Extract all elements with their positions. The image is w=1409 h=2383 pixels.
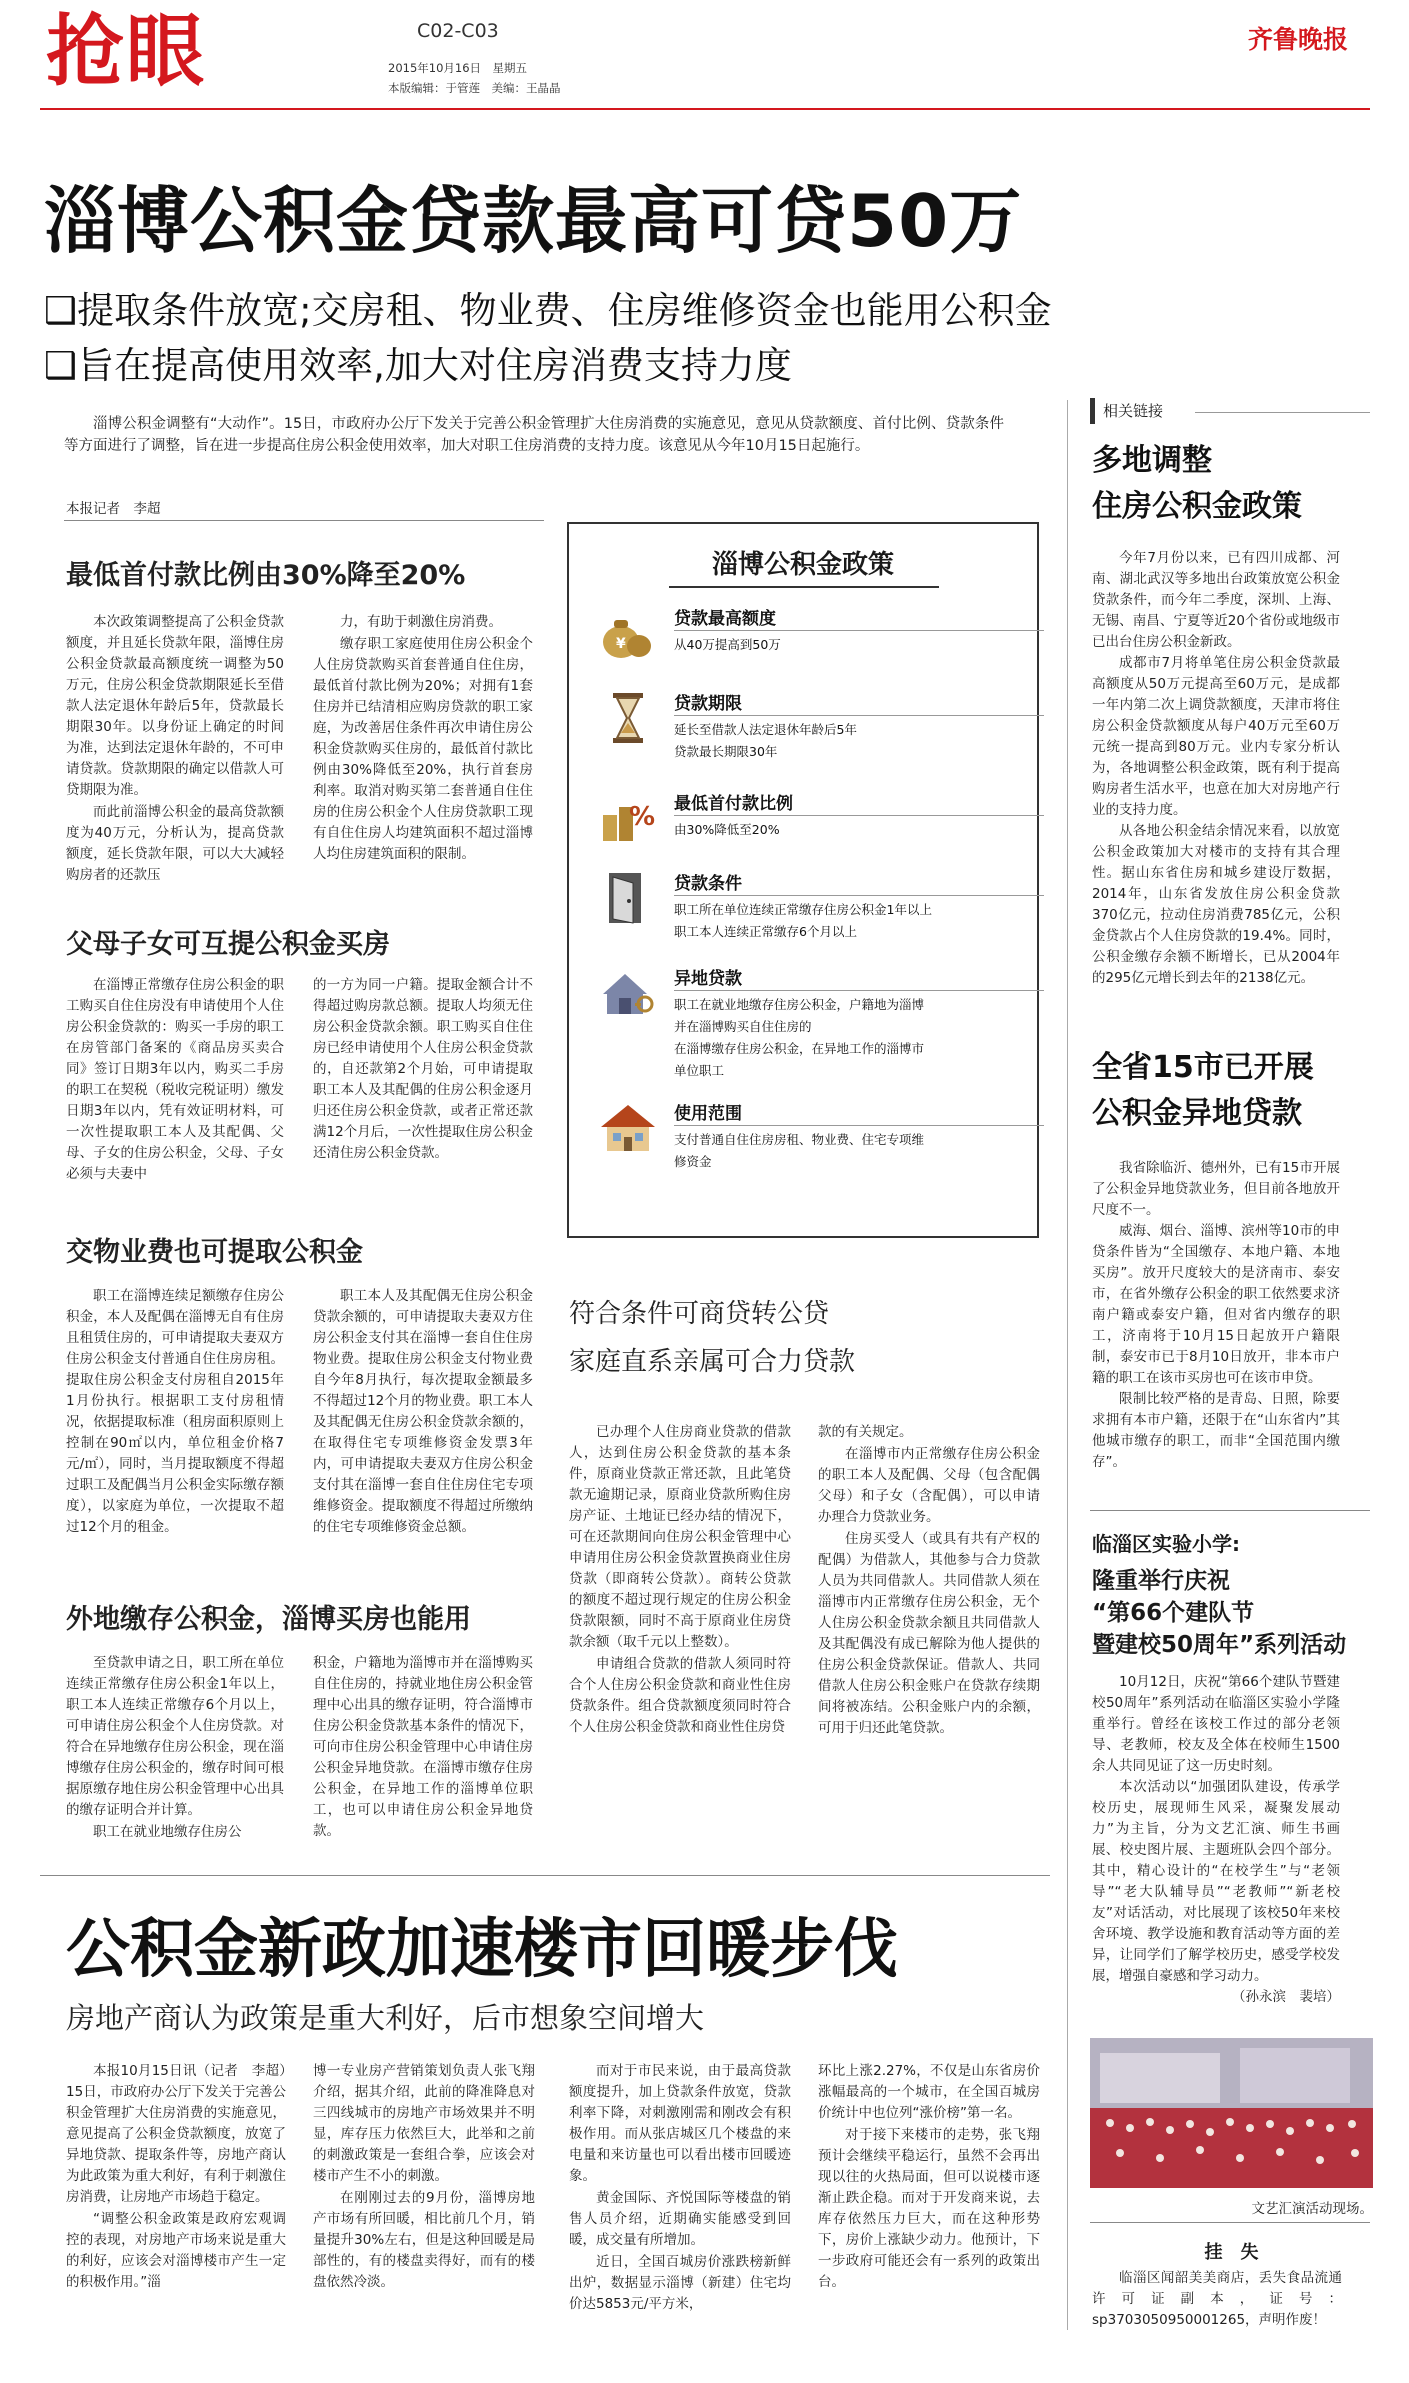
s2-col-a (66, 975, 284, 1186)
policy-label: 贷款期限 (674, 694, 742, 714)
sidebar-a3-title-3: 暨建校50周年”系列活动 (1092, 1632, 1347, 1658)
s5-para: 在淄博市内正常缴存住房公积金的职工本人及配偶、父母（包含配偶父母）和子女（含配偶），可以申请办理合力贷款业务。 (818, 1446, 1040, 1525)
s4-col-a (66, 1653, 284, 1844)
s4-para: 至贷款申请之日，职工所在单位连续正常缴存住房公积金1年以上，职工本人连续正常缴存6个月以上，可申请住房公积金个人住房贷款。对符合在异地缴存住房公积金，现在淄博缴存住房公积金的，缴存时间可根据原缴存地住房公积金管理中心出具的缴存证明合并计算。 (66, 1655, 284, 1818)
s5-col-a (569, 1422, 791, 1739)
policy-item (599, 689, 1019, 769)
page-range: C02-C03 (417, 20, 499, 42)
sidebar-a3-body (1092, 1672, 1340, 2008)
s5-para: 住房买受人（或具有共有产权的配偶）为借款人，其他参与合力贷款人员为共同借款人。共同借款人须在淄博市内正常缴存住房公积金，无个人住房公积金贷款余额且共同借款人及其配偶没有成已解除为他人提供的住房公积金贷款保证。借款人、共同借款人住房公积金账户在贷款存续期间将被冻结。公积金账户内的余额，可用于归还此笔贷款。 (818, 1531, 1040, 1736)
sidebar-tag-line (1195, 412, 1370, 413)
lost-notice-body (1092, 2268, 1342, 2331)
section-title-family-withdraw: 父母子女可互提公积金买房 (66, 929, 390, 960)
sidebar-tag-text: 相关链接 (1103, 402, 1164, 420)
sidebar-a2-title-1: 全省15市已开展 (1092, 1050, 1314, 1085)
sidebar-a1-title-2: 住房公积金政策 (1092, 489, 1302, 524)
bottom-headline: 公积金新政加速楼市回暖步伐 (66, 1913, 898, 1987)
policy-line: 职工本人连续正常缴存6个月以上 (674, 924, 857, 939)
s3-col-a (66, 1286, 284, 1539)
sidebar-para: 成都市7月将单笔住房公积金贷款最高额度从50万元提高至60万元，是成都一年内第二次上调贷款额度，天津市将住房公积金贷款额度从每户40万元至60万元统一提高到80万元。业内专家分析认为，各地调整公积金政策，既有利于提高购房者生活水平，也意在加大对房地产行业的支持力度。 (1092, 655, 1340, 818)
policy-line: 贷款最长期限30年 (674, 744, 778, 759)
policy-line: 职工在就业地缴存住房公积金，户籍地为淄博 (674, 997, 925, 1012)
s5-para: 申请组合贷款的借款人须同时符合个人住房公积金贷款和商业性住房贷款条件。组合贷款额度须同时符合个人住房公积金贷款和商业性住房贷 (569, 1656, 791, 1735)
lead-paragraph (64, 413, 1004, 458)
sidebar-a3-title-1: 隆重举行庆祝 (1092, 1568, 1230, 1594)
policy-label: 贷款条件 (674, 874, 742, 894)
s5-col-b (818, 1422, 1040, 1740)
policy-desc (674, 1129, 1034, 1173)
lost-notice-divider (1090, 2222, 1370, 2223)
sidebar-para: 限制比较严格的是青岛、日照，除要求拥有本市户籍，还限于在“山东省内”其他城市缴存的职工，而非“全国范围内缴存”。 (1092, 1391, 1340, 1470)
bottom-para: 本报10月15日讯（记者 李超）15日，市政府办公厅下发关于完善公积金管理扩大住房消费的实施意见，意见提高了公积金贷款额度，放宽了异地贷款、提取条件等，房地产商认为此政策为重大利好，有利于刺激住房消费，让房地产市场趋于稳定。 (66, 2063, 286, 2205)
editor-line: 本版编辑：于管莲 美编：王晶晶 (388, 81, 561, 95)
policy-line: 职工所在单位连续正常缴存住房公积金1年以上 (674, 902, 932, 917)
sidebar-para: 今年7月份以来，已有四川成都、河南、湖北武汉等多地出台政策放宽公积金贷款条件，而今年二季度，深圳、上海、无锡、南昌、宁夏等近20个省份或地级市已出台住房公积金新政。 (1092, 550, 1340, 650)
policy-item (599, 964, 1019, 1084)
policy-box (567, 522, 1039, 1238)
policy-divider (674, 815, 1044, 816)
policy-desc (674, 819, 1034, 841)
sub-headline-1: ❑提取条件放宽;交房租、物业费、住房维修资金也能用公积金 (44, 289, 1052, 332)
sidebar-para: 威海、烟台、淄博、滨州等10市的申贷条件皆为“全国缴存、本地户籍、本地买房”。放开尺度较大的是济南市、泰安市，在省外缴存公积金的职工依然要求济南户籍或泰安户籍，但对省内缴存的职工，济南将于10月15日起放开户籍限制，泰安市已于8月10日放开，非本市户籍的职工在该市买房也可在该市申贷。 (1092, 1223, 1340, 1386)
s5-para: 款的有关规定。 (818, 1424, 913, 1440)
sidebar-divider (1067, 400, 1068, 2330)
section-logo: 抢眼 (46, 7, 207, 97)
sidebar-tag (1090, 398, 1190, 424)
sidebar-a2-title-2: 公积金异地贷款 (1092, 1096, 1302, 1131)
section-title-remote-deposit: 外地缴存公积金，淄博买房也能用 (66, 1604, 471, 1635)
policy-label: 贷款最高额度 (674, 609, 776, 629)
bottom-subheadline: 房地产商认为政策是重大利好，后市想象空间增大 (66, 2001, 705, 2035)
svg-text:%: % (629, 802, 656, 832)
policy-divider (674, 630, 1044, 631)
bottom-col-d (818, 2061, 1040, 2294)
policy-item (599, 869, 1019, 949)
s4-col-b (313, 1653, 533, 1843)
s2-col-b (313, 975, 533, 1165)
policy-line: 并在淄博购买自住住房的 (674, 1019, 812, 1034)
policy-line: 延长至借款人法定退休年龄后5年 (674, 722, 857, 737)
sub-headline-2: ❑旨在提高使用效率,加大对住房消费支持力度 (44, 344, 792, 387)
bottom-col-b (313, 2061, 535, 2294)
s3-para: 职工在淄博连续足额缴存住房公积金，本人及配偶在淄博无自有住房且租赁住房的，可申请提取夫妻双方住房公积金支付普通自住住房房租。提取住房公积金支付房租自2015年1月份执行。根据职工支付房租情况，依据提取标准（租房面积原则上控制在90㎡以内，单位租金价格7元/㎡），同时，当月提取额度不得超过职工及配偶当月公积金实际缴存额度），以家庭为单位，一次提取不超过12个月的租金。 (66, 1288, 284, 1535)
s1-col-a (66, 612, 284, 887)
policy-divider (674, 990, 1044, 991)
s5-para: 已办理个人住房商业贷款的借款人，达到住房公积金贷款的基本条件，原商业贷款正常还款，且此笔贷款无逾期记录，原商业贷款所购住房房产证、土地证已经办结的情况下，可在还款期间向住房公积金管理中心申请用住房公积金贷款置换商业住房贷款（即商转公贷款）。商转公贷款的额度不超过现行规定的住房公积金贷款限额，同时不高于原商业住房贷款余额（取千元以上整数）。 (569, 1424, 791, 1650)
masthead-divider (40, 108, 1370, 110)
main-headline: 淄博公积金贷款最高可贷50万 (44, 179, 1023, 263)
s1-para: 力，有助于刺激住房消费。 (340, 614, 502, 630)
paper-name-logo: 齐鲁晚报 (1248, 25, 1349, 54)
house-key-icon (599, 964, 657, 1022)
policy-desc (674, 994, 1034, 1082)
policy-desc (674, 634, 1034, 656)
bottom-para: 环比上涨2.27%，不仅是山东省房价涨幅最高的一个城市，在全国百城房价统计中也位列“涨价榜”第一名。 (818, 2063, 1040, 2121)
policy-item (599, 789, 1019, 859)
policy-divider (674, 1125, 1044, 1126)
money-bag-icon (599, 604, 657, 662)
bottom-para: “调整公积金政策是政府宏观调控的表现，对房地产市场来说是重大的利好，应该会对淄博楼市产生一定的积极作用。”淄 (66, 2211, 286, 2290)
sidebar-a3-pretitle: 临淄区实验小学: (1092, 1532, 1240, 1556)
policy-line: 单位职工 (674, 1063, 725, 1078)
s4-para: 职工在就业地缴存住房公 (93, 1824, 242, 1840)
sidebar-a2-body (1092, 1158, 1340, 1473)
policy-title-line (669, 586, 939, 588)
policy-desc (674, 719, 1034, 763)
event-photo (1090, 2038, 1373, 2188)
sidebar-para: 从各地公积金结余情况来看，以放宽公积金政策加大对楼市的支持有其合理性。据山东省住房和城乡建设厅数据，2014年，山东省发放住房公积金贷款370亿元，拉动住房消费785亿元，公积金贷款占个人住房贷款的19.4%。同时，公积金缴存余额不断增长，已从2004年的295亿元增长到去年的2138亿元。 (1092, 823, 1340, 986)
s1-para: 本次政策调整提高了公积金贷款额度，并且延长贷款年限，淄博住房公积金贷款最高额度统一调整为50万元，住房公积金贷款期限延长至借款人法定退休年龄后5年，贷款最长期限30年。以身份证上确定的时间为准，达到法定退休年龄的，不可申请贷款。贷款期限的确定以借款人可贷期限为准。 (66, 614, 284, 798)
hourglass-icon (599, 689, 657, 747)
lost-notice-title: 挂 失 (1204, 2242, 1259, 2263)
byline: 本报记者 李超 (66, 501, 161, 517)
section-title-commercial-to-fund: 符合条件可商贷转公贷 (569, 1299, 830, 1329)
svg-text:¥: ¥ (616, 636, 626, 652)
bottom-col-a (66, 2061, 286, 2294)
policy-item (599, 1099, 1019, 1189)
sidebar-a3-title-2: “第66个建队节 (1092, 1600, 1255, 1626)
house-icon (599, 1099, 657, 1157)
sidebar-para: 本次活动以“加强团队建设，传承学校历史，展现师生风采，凝聚发展动力”为主旨，分为文艺汇演、师生书画展、校史图片展、主题班队会四个部分。其中，精心设计的“在校学生”与“老领导”“老大队辅导员”“老教师”“新老校友”对话活动，对比展现了该校50年来校舍环境、教学设施和教育活动等方面的差异，让同学们了解学校历史，感受学校发展，增强自豪感和学习动力。 (1092, 1779, 1340, 1984)
policy-line: 修资金 (674, 1154, 712, 1169)
s1-para: 缴存职工家庭使用住房公积金个人住房贷款购买首套普通自住住房，最低首付款比例为20%；对拥有1套住房并已结清相应购房贷款的职工家庭，为改善居住条件再次申请住房公积金贷款购买住房的，最低首付款比例由30%降低至20%，执行首套房利率。取消对购买第二套普通自住住房的住房公积金个人住房贷款职工现有自住住房人均建筑面积不超过淄博人均住房建筑面积的限制。 (313, 636, 533, 862)
policy-desc (674, 899, 1034, 943)
lead-divider (64, 520, 544, 521)
bottom-para: 黄金国际、齐悦国际等楼盘的销售人员介绍，近期确实能感受到回暖，成交量有所增加。 (569, 2190, 791, 2248)
policy-divider (674, 715, 1044, 716)
policy-label: 最低首付款比例 (674, 794, 793, 814)
sidebar-a1-title-1: 多地调整 (1092, 443, 1212, 478)
bottom-col-c (569, 2061, 791, 2316)
bottom-divider (40, 1875, 1050, 1876)
policy-box-title: 淄博公积金政策 (711, 550, 894, 580)
bottom-para: 在刚刚过去的9月份，淄博房地产市场有所回暖，相比前几个月，销量提升30%左右，但是这种回暖是局部性的，有的楼盘卖得好，而有的楼盘依然冷淡。 (313, 2190, 535, 2290)
sidebar-a1-body (1092, 548, 1340, 989)
sidebar-a3-divider (1090, 1510, 1370, 1511)
percent-icon (599, 789, 657, 847)
lead-text: 淄博公积金调整有“大动作”。15日，市政府办公厅下发关于完善公积金管理扩大住房消费的实施意见，意见从贷款额度、首付比例、贷款条件等方面进行了调整，旨在进一步提高住房公积金使用效率，加大对职工住房消费的支持力度。该意见从今年10月15日起施行。 (64, 416, 1004, 454)
bottom-para: 近日，全国百城房价涨跌榜新鲜出炉，数据显示淄博（新建）住宅均价达5853元/平方米， (569, 2254, 791, 2312)
policy-line: 由30%降低至20% (674, 822, 780, 837)
policy-item (599, 604, 1019, 674)
policy-line: 支付普通自住住房房租、物业费、住宅专项维 (674, 1132, 925, 1147)
section-title-down-payment: 最低首付款比例由30%降至20% (66, 560, 466, 591)
s4-para: 积金，户籍地为淄博市并在淄博购买自住住房的，持就业地住房公积金管理中心出具的缴存证明，符合淄博市住房公积金贷款基本条件的情况下，可向市住房公积金管理中心申请住房公积金异地贷款。在淄博市缴存住房公积金，在异地工作的淄博单位职工，也可以申请住房公积金异地贷款。 (313, 1655, 533, 1839)
s3-para: 职工本人及其配偶无住房公积金贷款余额的，可申请提取夫妻双方住房公积金支付其在淄博一套自住住房物业费。提取住房公积金支付物业费自今年8月执行，每次提取金额最多不得超过12个月的物业费。职工本人及其配偶无住房公积金贷款余额的，在取得住宅专项维修资金发票3年内，可申请提取夫妻双方住房公积金支付其在淄博一套自住住房住宅专项维修资金。提取额度不得超过所缴纳的住宅专项维修资金总额。 (313, 1288, 533, 1535)
door-icon (599, 869, 657, 927)
sidebar-para: 我省除临沂、德州外，已有15市开展了公积金异地贷款业务，但目前各地放开尺度不一。 (1092, 1160, 1340, 1218)
sidebar-credit: （孙永滨 裴培） (1232, 1989, 1340, 2005)
s1-para: 而此前淄博公积金的最高贷款额度为40万元，分析认为，提高贷款额度，延长贷款年限，可以大大减轻购房者的还款压 (66, 804, 284, 883)
policy-label: 异地贷款 (674, 969, 742, 989)
s2-para: 在淄博正常缴存住房公积金的职工购买自住住房没有申请使用个人住房公积金贷款的：购买一手房的职工在房管部门备案的《商品房买卖合同》签订日期3年以内，购买二手房的职工在契税（税收完税证明）缴发日期3年以内，凭有效证明材料，可一次性提取职工本人及其配偶、父母、子女的住房公积金，父母、子女必须与夫妻中 (66, 977, 284, 1182)
policy-label: 使用范围 (674, 1104, 742, 1124)
s2-para: 的一方为同一户籍。提取金额合计不得超过购房款总额。提取人均须无住房公积金贷款余额。职工购买自住住房已经申请使用个人住房公积金贷款的，自还款第2个月始，可申请提取职工本人及其配偶的住房公积金逐月归还住房公积金贷款，或者正常还款满12个月后，一次性提取住房公积金还清住房公积金贷款。 (313, 977, 533, 1161)
s1-col-b (313, 612, 533, 866)
photo-caption: 文艺汇演活动现场。 (1251, 2201, 1373, 2217)
date-line: 2015年10月16日 星期五 (388, 61, 528, 75)
policy-line: 在淄博缴存住房公积金，在异地工作的淄博市 (674, 1041, 925, 1056)
bottom-para: 对于接下来楼市的走势，张飞翔预计会继续平稳运行，虽然不会再出现以往的火热局面，但可以说楼市逐渐止跌企稳。而对于开发商来说，去库存依然压力巨大，而在这种形势下，房价上涨缺少动力。他预计，下一步政府可能还会有一系列的政策出台。 (818, 2127, 1040, 2290)
section-title-property-fee: 交物业费也可提取公积金 (66, 1237, 363, 1268)
section-title-joint-loan: 家庭直系亲属可合力贷款 (569, 1347, 856, 1377)
bottom-para: 博一专业房产营销策划负责人张飞翔介绍，据其介绍，此前的降准降息对三四线城市的房地产市场效果并不明显，库存压力依然巨大，此举和之前的刺激政策是一套组合拳，应该会对楼市产生不小的刺激。 (313, 2063, 535, 2184)
s3-col-b (313, 1286, 533, 1539)
policy-divider (674, 895, 1044, 896)
policy-line: 从40万提高到50万 (674, 637, 781, 652)
sidebar-para: 10月12日，庆祝“第66个建队节暨建校50周年”系列活动在临淄区实验小学隆重举行。曾经在该校工作过的部分老领导、老教师，校友及全体在校师生1500余人共同见证了这一历史时刻。 (1092, 1674, 1340, 1774)
lost-notice-text: 临淄区闻韶美美商店，丢失食品流通许可证副本，证号：sp3703050950001265，声明作废！ (1092, 2270, 1342, 2328)
bottom-para: 而对于市民来说，由于最高贷款额度提升，加上贷款条件放宽，贷款利率下降，对刺激刚需和刚改会有积极作用。而从张店城区几个楼盘的来电量和来访量也可以看出楼市回暖迹象。 (569, 2063, 791, 2184)
